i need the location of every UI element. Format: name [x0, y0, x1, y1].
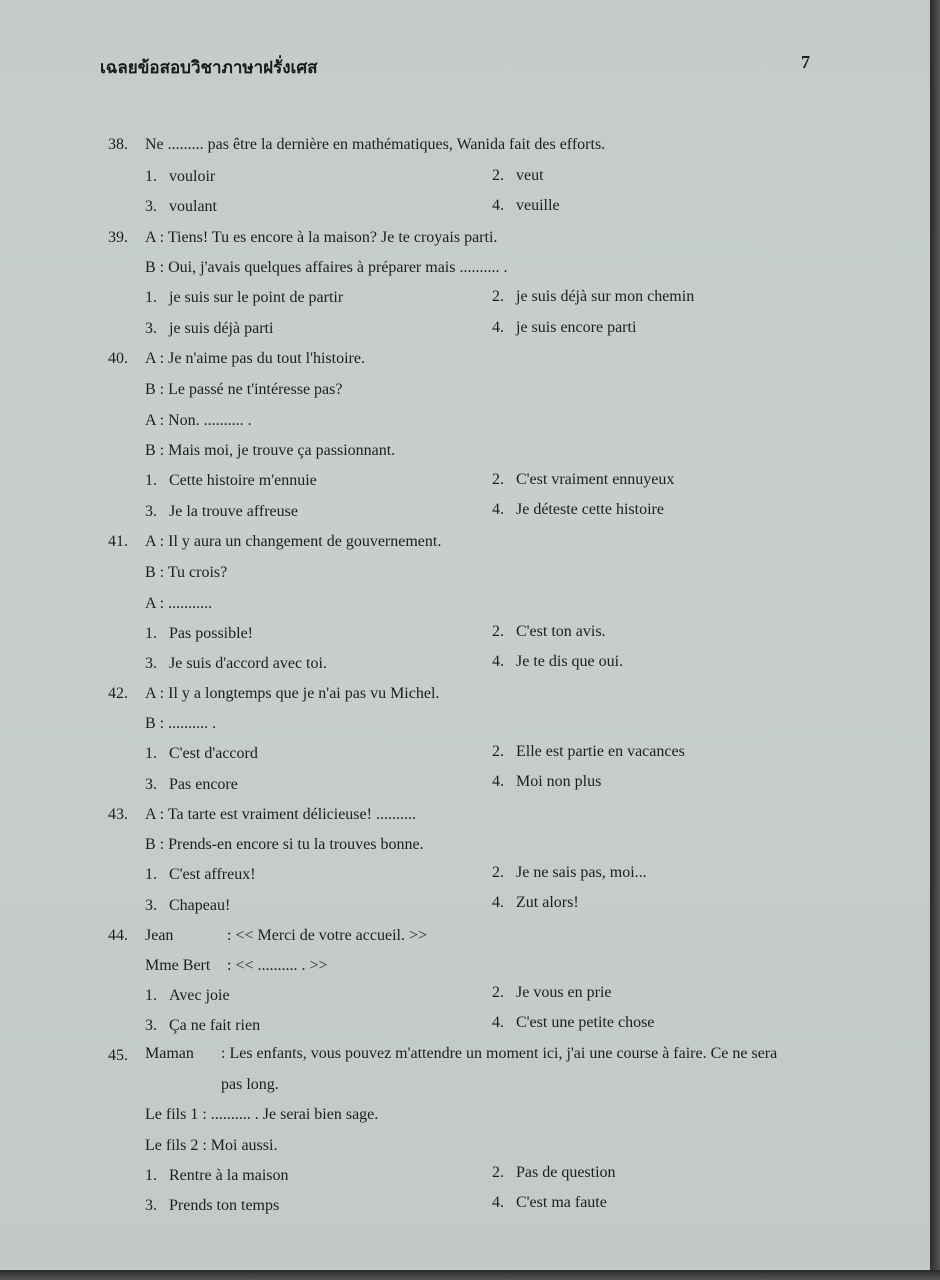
speaker-name: Jean: [145, 927, 174, 944]
answer-option: [145, 655, 327, 673]
answer-option: [492, 319, 636, 337]
page-number: 7: [801, 52, 810, 72]
dialogue-line: B : Le passé ne t'intéresse pas?: [145, 381, 343, 398]
option-text: Chapeau!: [169, 897, 231, 914]
answer-option: [492, 471, 674, 489]
option-text: veuille: [516, 197, 560, 214]
question-text: Ne ......... pas être la dernière en mathématiques, Wanida fait des efforts.: [145, 136, 606, 153]
dialogue-line: B : Oui, j'avais quelques affaires à préparer mais .......... .: [145, 259, 508, 276]
answer-option: [492, 1194, 607, 1212]
option-text: Avec joie: [169, 987, 230, 1004]
dialogue-line: [145, 1045, 777, 1063]
option-text: Je déteste cette histoire: [516, 501, 664, 518]
option-number: 2.: [492, 984, 504, 1001]
answer-option: [145, 168, 215, 186]
option-text: vouloir: [169, 168, 216, 185]
option-number: 2.: [492, 623, 504, 640]
option-text: C'est ma faute: [516, 1194, 607, 1211]
answer-option: [492, 501, 664, 519]
option-number: 4.: [492, 894, 504, 911]
option-number: 4.: [492, 501, 504, 518]
page-header-title: เฉลยข้อสอบวิชาภาษาฝรั่งเศส: [100, 58, 318, 78]
answer-option: [492, 894, 579, 912]
answer-option: [145, 320, 273, 338]
option-number: 3.: [145, 1017, 157, 1034]
option-text: Pas de question: [516, 1164, 616, 1181]
question-number: 38.: [108, 136, 128, 153]
option-text: Je suis d'accord avec toi.: [169, 655, 327, 672]
option-number: 4.: [492, 1194, 504, 1211]
dialogue-line: A : Il y aura un changement de gouvernement.: [145, 533, 442, 550]
speaker-text: : << Merci de votre accueil. >>: [227, 927, 428, 944]
option-text: C'est une petite chose: [516, 1014, 655, 1031]
option-text: C'est vraiment ennuyeux: [516, 471, 675, 488]
option-text: Pas encore: [169, 776, 238, 793]
dialogue-line: A : Il y a longtemps que je n'ai pas vu Michel.: [145, 685, 440, 702]
answer-option: [145, 1017, 260, 1035]
option-text: Moi non plus: [516, 773, 602, 790]
option-text: Elle est partie en vacances: [516, 743, 685, 760]
speaker-name: Maman: [145, 1045, 194, 1062]
answer-option: [145, 897, 230, 915]
option-text: Cette histoire m'ennuie: [169, 472, 317, 489]
option-text: Je te dis que oui.: [516, 653, 624, 670]
dialogue-line: A : Non. .......... .: [145, 412, 252, 429]
option-text: voulant: [169, 198, 217, 215]
answer-option: [492, 623, 606, 641]
option-text: je suis déjà parti: [169, 320, 274, 337]
option-text: je suis déjà sur mon chemin: [516, 288, 695, 305]
option-number: 2.: [492, 288, 504, 305]
option-text: Zut alors!: [516, 894, 579, 911]
option-text: C'est affreux!: [169, 866, 256, 883]
option-number: 1.: [145, 866, 157, 883]
option-number: 2.: [492, 167, 504, 184]
option-number: 2.: [492, 471, 504, 488]
option-number: 3.: [145, 320, 157, 337]
option-text: Je la trouve affreuse: [169, 503, 298, 520]
question-number: 41.: [108, 533, 128, 550]
dialogue-line-continued: pas long.: [221, 1076, 279, 1093]
option-text: Rentre à la maison: [169, 1167, 289, 1184]
option-number: 1.: [145, 1167, 157, 1184]
answer-option: [492, 984, 612, 1002]
answer-option: [492, 197, 560, 215]
option-number: 3.: [145, 655, 157, 672]
option-text: Prends ton temps: [169, 1197, 280, 1214]
option-number: 3.: [145, 897, 157, 914]
question-number: 39.: [108, 229, 128, 246]
dialogue-line: A : Ta tarte est vraiment délicieuse! ..........: [145, 806, 416, 823]
question-number: 43.: [108, 806, 128, 823]
page-edge-shadow: [930, 0, 940, 1280]
option-number: 4.: [492, 773, 504, 790]
answer-option: [145, 866, 256, 884]
option-number: 3.: [145, 776, 157, 793]
speaker-text: : << .......... . >>: [227, 957, 328, 974]
answer-option: [145, 503, 298, 521]
answer-option: [492, 773, 601, 791]
option-number: 2.: [492, 1164, 504, 1181]
option-number: 1.: [145, 289, 157, 306]
option-number: 2.: [492, 864, 504, 881]
option-number: 1.: [145, 745, 157, 762]
option-number: 1.: [145, 168, 157, 185]
option-number: 2.: [492, 743, 504, 760]
page-bottom-shadow: [0, 1270, 940, 1280]
option-text: veut: [516, 167, 544, 184]
option-number: 1.: [145, 472, 157, 489]
speaker-name: Mme Bert: [145, 957, 211, 974]
answer-option: [145, 472, 317, 490]
answer-option: [492, 864, 647, 882]
dialogue-line: B : Tu crois?: [145, 564, 228, 581]
option-number: 1.: [145, 625, 157, 642]
option-text: Ça ne fait rien: [169, 1017, 261, 1034]
answer-option: [145, 987, 230, 1005]
speaker-text: : Les enfants, vous pouvez m'attendre un moment ici, j'ai une course à faire. Ce ne sera: [221, 1045, 778, 1062]
option-number: 3.: [145, 503, 157, 520]
dialogue-line: B : Mais moi, je trouve ça passionnant.: [145, 442, 396, 459]
option-number: 4.: [492, 1014, 504, 1031]
dialogue-line: A : Tiens! Tu es encore à la maison? Je te croyais parti.: [145, 229, 498, 246]
dialogue-line: B : Prends-en encore si tu la trouves bonne.: [145, 836, 424, 853]
answer-option: [145, 776, 238, 794]
question-number: 42.: [108, 685, 128, 702]
option-number: 4.: [492, 653, 504, 670]
dialogue-line: Le fils 1 : .......... . Je serai bien sage.: [145, 1106, 379, 1123]
answer-option: [145, 1197, 279, 1215]
answer-option: [145, 289, 343, 307]
option-text: je suis encore parti: [516, 319, 637, 336]
option-text: Pas possible!: [169, 625, 253, 642]
option-text: Je vous en prie: [516, 984, 612, 1001]
option-number: 1.: [145, 987, 157, 1004]
dialogue-line: A : Je n'aime pas du tout l'histoire.: [145, 350, 365, 367]
answer-option: [492, 1014, 654, 1032]
option-text: C'est ton avis.: [516, 623, 606, 640]
answer-option: [145, 745, 258, 763]
answer-option: [492, 1164, 616, 1182]
option-text: je suis sur le point de partir: [169, 289, 344, 306]
answer-option: [492, 743, 685, 761]
dialogue-line: [145, 927, 427, 945]
option-number: 4.: [492, 197, 504, 214]
answer-option: [492, 288, 694, 306]
question-number: 40.: [108, 350, 128, 367]
dialogue-line: [145, 957, 328, 975]
answer-option: [492, 167, 544, 185]
option-number: 3.: [145, 1197, 157, 1214]
question-number: 44.: [108, 927, 128, 944]
option-number: 3.: [145, 198, 157, 215]
option-number: 4.: [492, 319, 504, 336]
answer-option: [145, 1167, 289, 1185]
answer-option: [492, 653, 623, 671]
dialogue-line: B : .......... .: [145, 715, 217, 732]
question-number: 45.: [108, 1047, 128, 1064]
option-text: C'est d'accord: [169, 745, 258, 762]
dialogue-line: A : ...........: [145, 595, 213, 612]
answer-option: [145, 198, 217, 216]
answer-option: [145, 625, 253, 643]
dialogue-line: Le fils 2 : Moi aussi.: [145, 1137, 278, 1154]
option-text: Je ne sais pas, moi...: [516, 864, 647, 881]
